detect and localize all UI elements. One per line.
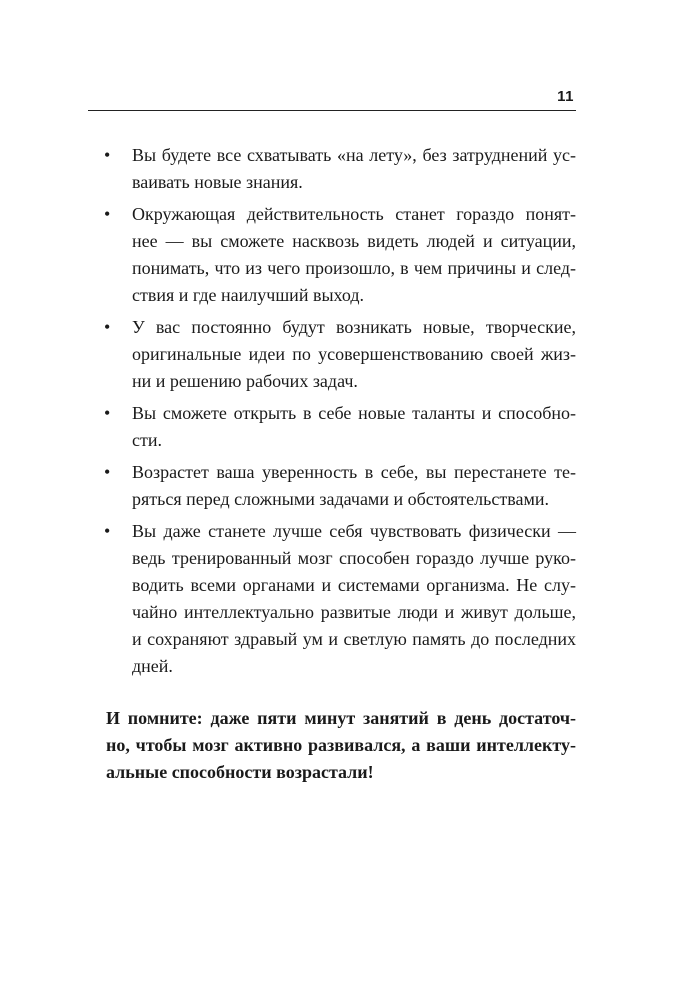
text-line: но, чтобы мозг активно развивался, а ваши интеллекту- [106, 735, 576, 755]
text-line: альные способности возрастали! [106, 762, 374, 782]
bullet-icon: • [104, 462, 111, 482]
bullet-icon: • [104, 145, 111, 165]
text-line: водить всеми органами и системами организма. Не слу- [132, 575, 576, 595]
text-line: И помните: даже пяти минут занятий в день достаточ- [106, 708, 576, 728]
text-line: ряться перед сложными задачами и обстоятельствами. [132, 489, 549, 509]
text-line: сти. [132, 430, 162, 450]
list-item [92, 201, 576, 309]
page-header [88, 88, 576, 111]
text-line: понимать, что из чего произошло, в чем причины и след- [132, 258, 576, 278]
text-line: Возрастет ваша уверенность в себе, вы перестанете те- [132, 462, 576, 482]
list-item [92, 459, 576, 513]
list-item [92, 400, 576, 454]
text-line: дней. [132, 656, 173, 676]
text-line: Вы будете все схватывать «на лету», без затруднений ус- [132, 145, 576, 165]
text-line: оригинальные идеи по усовершенствованию своей жиз- [132, 344, 576, 364]
text-line: и сохраняют здравый ум и светлую память до последних [132, 629, 576, 649]
list-item [92, 314, 576, 395]
bullet-icon: • [104, 521, 111, 541]
list-item [92, 518, 576, 680]
text-line: У вас постоянно будут возникать новые, творческие, [132, 317, 576, 337]
text-line: ни и решению рабочих задач. [132, 371, 358, 391]
bullet-icon: • [104, 317, 111, 337]
bullet-icon: • [104, 403, 111, 423]
bullet-list [92, 142, 576, 680]
text-line: ваивать новые знания. [132, 172, 303, 192]
text-line: Вы даже станете лучше себя чувствовать физически — [132, 521, 576, 541]
list-item [92, 142, 576, 196]
bullet-icon: • [104, 204, 111, 224]
page-number: 11 [557, 88, 574, 105]
text-line: ствия и где наилучший выход. [132, 285, 364, 305]
text-line: Вы сможете открыть в себе новые таланты и способно- [132, 403, 576, 423]
text-line: нее — вы сможете насквозь видеть людей и ситуации, [132, 231, 576, 251]
text-line: ведь тренированный мозг способен гораздо лучше руко- [132, 548, 576, 568]
closing-paragraph [92, 705, 576, 786]
text-line: чайно интеллектуально развитые люди и живут дольше, [132, 602, 576, 622]
text-line: Окружающая действительность станет гораздо понят- [132, 204, 576, 224]
page-content [92, 142, 576, 786]
